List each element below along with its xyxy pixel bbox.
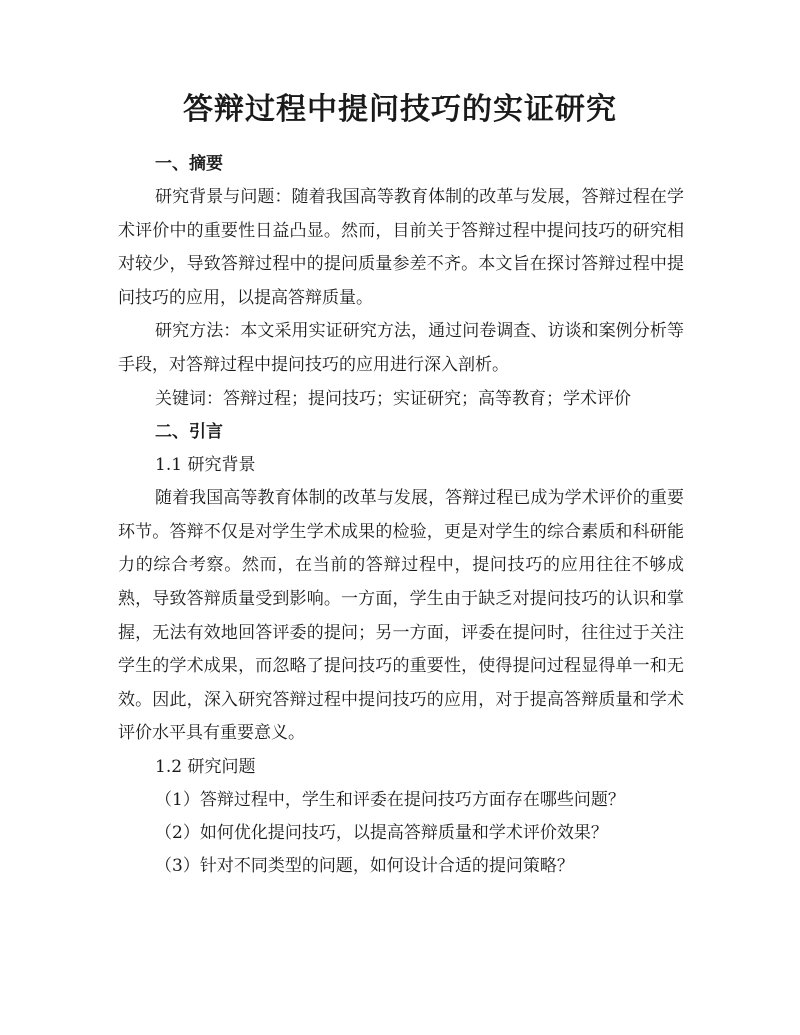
- abstract-method-paragraph: 研究方法：本文采用实证研究方法，通过问卷调查、访谈和案例分析等手段，对答辩过程中提问技巧的应用进行深入剖析。: [118, 321, 684, 375]
- document-body: [118, 148, 684, 883]
- research-question-3: （3）针对不同类型的问题，如何设计合适的提问策略？: [155, 855, 574, 876]
- page-title: 答辩过程中提问技巧的实证研究: [183, 92, 617, 127]
- subsection-heading-background: 1.1 研究背景: [155, 455, 256, 476]
- research-question-1: （1）答辩过程中，学生和评委在提问技巧方面存在哪些问题？: [155, 789, 625, 810]
- subsection-heading-questions: 1.2 研究问题: [155, 756, 256, 777]
- background-paragraph: 随着我国高等教育体制的改革与发展，答辩过程已成为学术评价的重要环节。答辩不仅是对学生学术成果的检验，更是对学生的综合素质和科研能力的综合考察。然而，在当前的答辩过程中，提问技巧的应用往往不够成熟，导致答辩质量受到影响。一方面，学生由于缺乏对提问技巧的认识和掌握，无法有效地回答评委的提问；另一方面，评委在提问时，往往过于关注学生的学术成果，而忽略了提问技巧的重要性，使得提问过程显得单一和无效。因此，深入研究答辩过程中提问技巧的应用，对于提高答辩质量和学术评价水平具有重要意义。: [118, 488, 684, 744]
- section-heading-intro: 二、引言: [155, 422, 223, 443]
- keywords-line: 关键词：答辩过程；提问技巧；实证研究；高等教育；学术评价: [155, 388, 631, 409]
- section-heading-abstract: 一、摘要: [155, 154, 223, 174]
- research-question-2: （2）如何优化提问技巧，以提高答辩质量和学术评价效果？: [155, 822, 608, 843]
- abstract-background-paragraph: 研究背景与问题：随着我国高等教育体制的改革与发展，答辩过程在学术评价中的重要性日益凸显。然而，目前关于答辩过程中提问技巧的研究相对较少，导致答辩过程中的提问质量参差不齐。本文旨在探讨答辩过程中提问技巧的应用，以提高答辩质量。: [118, 187, 684, 308]
